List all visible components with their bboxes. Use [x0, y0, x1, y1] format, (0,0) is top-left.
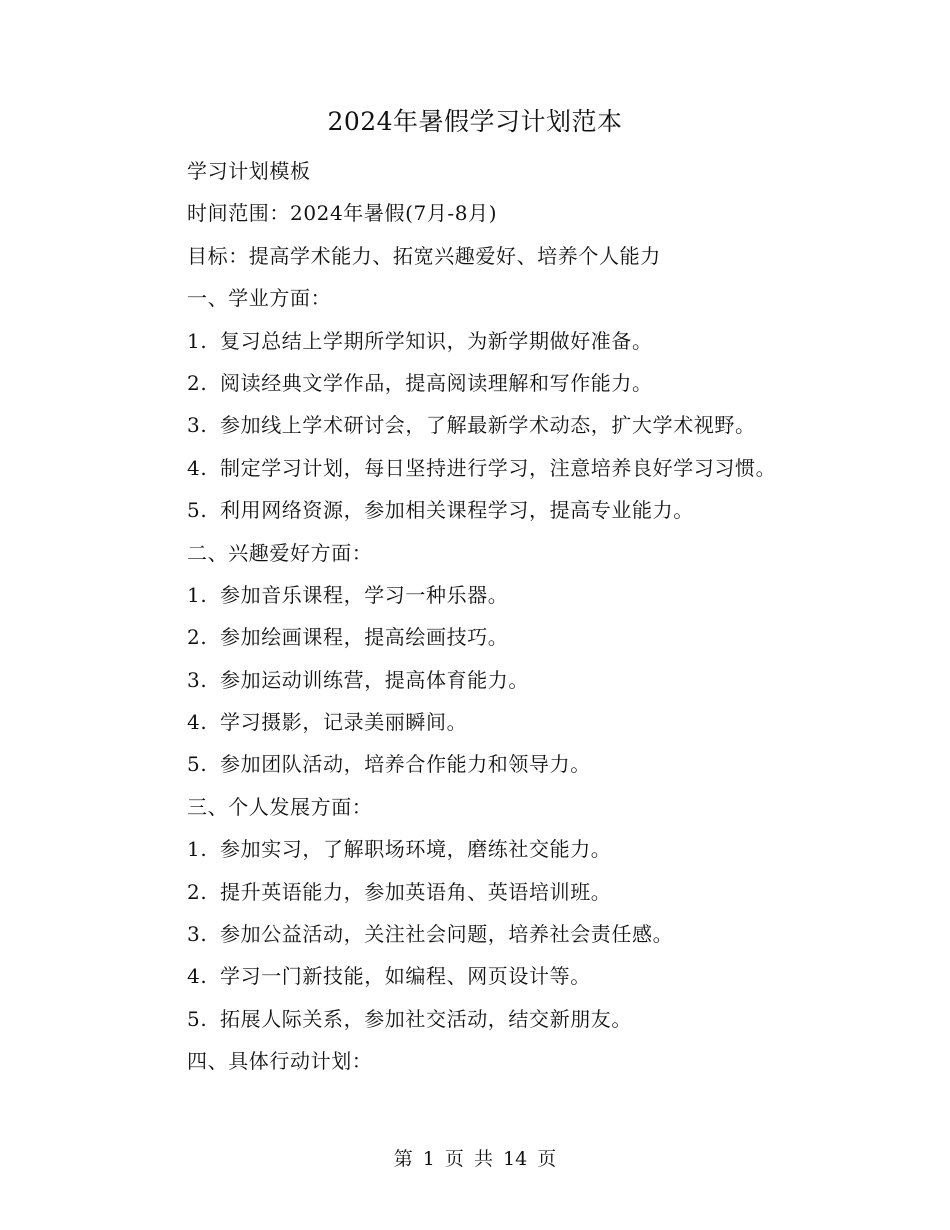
section-heading: 三、个人发展方面： [187, 794, 373, 819]
list-item [187, 1000, 827, 1042]
item-number: 1. [187, 328, 208, 353]
document-title: 2024年暑假学习计划范本 [327, 107, 623, 136]
document-body [187, 152, 827, 1085]
item-number: 3. [187, 413, 208, 438]
item-text: 制定学习计划，每日坚持进行学习，注意培养良好学习习惯。 [220, 455, 777, 480]
list-item [187, 576, 827, 618]
list-item [187, 618, 827, 660]
item-number: 4. [187, 964, 208, 989]
item-number: 1. [187, 582, 208, 607]
item-text: 参加线上学术研讨会，了解最新学术动态，扩大学术视野。 [220, 413, 756, 438]
item-number: 4. [187, 455, 208, 480]
list-item [187, 957, 827, 999]
item-text: 学习一门新技能，如编程、网页设计等。 [220, 964, 591, 989]
list-item [187, 406, 827, 448]
list-item [187, 873, 827, 915]
list-item [187, 491, 827, 533]
section-heading: 一、学业方面： [187, 286, 332, 311]
list-item [187, 703, 827, 745]
item-number: 5. [187, 498, 208, 523]
item-text: 学习摄影，记录美丽瞬间。 [220, 710, 468, 735]
item-number: 5. [187, 752, 208, 777]
goal-line: 目标：提高学术能力、拓宽兴趣爱好、培养个人能力 [187, 243, 661, 268]
item-number: 2. [187, 879, 208, 904]
item-text: 拓展人际关系，参加社交活动，结交新朋友。 [220, 1006, 632, 1031]
list-item [187, 322, 827, 364]
item-number: 2. [187, 370, 208, 395]
list-item [187, 661, 827, 703]
item-text: 参加实习，了解职场环境，磨练社交能力。 [220, 837, 612, 862]
item-number: 2. [187, 625, 208, 650]
item-text: 阅读经典文学作品，提高阅读理解和写作能力。 [220, 370, 653, 395]
item-number: 4. [187, 710, 208, 735]
section-heading: 二、兴趣爱好方面： [187, 540, 373, 565]
item-text: 参加团队活动，培养合作能力和领导力。 [220, 752, 591, 777]
time-range-line: 时间范围：2024年暑假(7月-8月) [187, 201, 498, 226]
section-heading: 四、具体行动计划： [187, 1049, 373, 1074]
item-text: 参加绘画课程，提高绘画技巧。 [220, 625, 509, 650]
item-number: 3. [187, 922, 208, 947]
list-item [187, 449, 827, 491]
item-text: 参加音乐课程，学习一种乐器。 [220, 582, 509, 607]
item-text: 利用网络资源，参加相关课程学习，提高专业能力。 [220, 498, 694, 523]
list-item [187, 830, 827, 872]
item-number: 5. [187, 1006, 208, 1031]
item-number: 3. [187, 667, 208, 692]
item-text: 参加运动训练营，提高体育能力。 [220, 667, 529, 692]
list-item [187, 364, 827, 406]
item-text: 提升英语能力，参加英语角、英语培训班。 [220, 879, 612, 904]
list-item [187, 745, 827, 787]
template-label: 学习计划模板 [187, 159, 311, 183]
list-item [187, 915, 827, 957]
item-text: 参加公益活动，关注社会问题，培养社会责任感。 [220, 922, 674, 947]
item-text: 复习总结上学期所学知识，为新学期做好准备。 [220, 328, 653, 353]
item-number: 1. [187, 837, 208, 862]
page-footer: 第 1 页 共 14 页 [393, 1148, 557, 1170]
